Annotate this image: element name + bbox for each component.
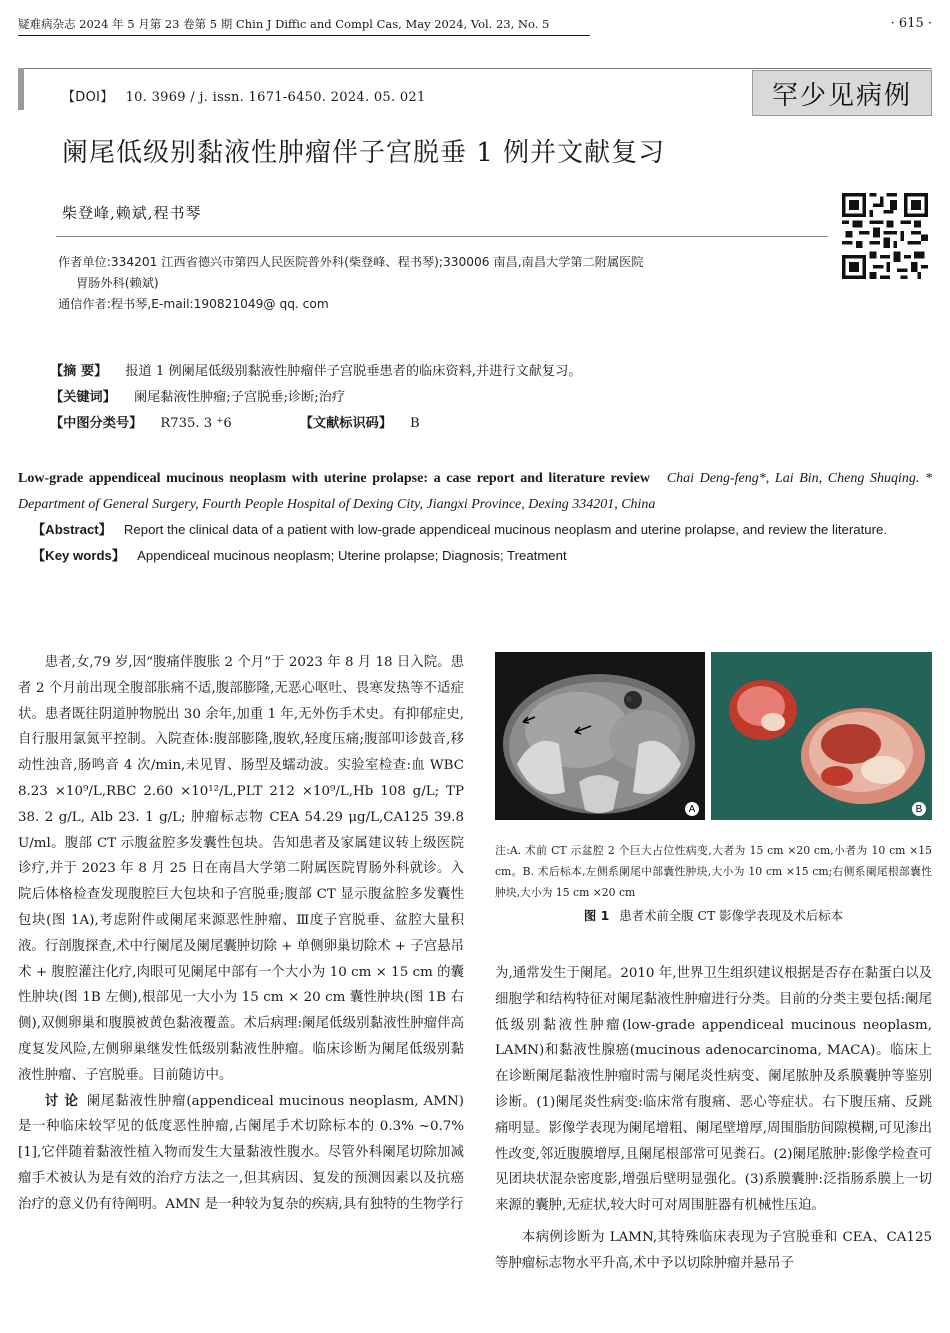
clc-label: 【中图分类号】 (50, 416, 143, 431)
abstract-text: 报道 1 例阑尾低级别黏液性肿瘤伴子宫脱垂患者的临床资料,并进行文献复习。 (125, 364, 582, 379)
body-left-column (18, 650, 464, 1218)
doc-code-text: B (410, 416, 420, 431)
abstract-label: 【摘 要】 (50, 364, 108, 379)
author-list: 柴登峰,赖斌,程书琴 (62, 204, 202, 222)
figure-label-a: A (685, 802, 699, 816)
affiliation-line-1: 作者单位:334201 江西省德兴市第四人民医院普外科(柴登峰、程书琴);330006 南昌,南昌大学第二附属医院 (58, 255, 644, 269)
page-number: · 615 · (890, 16, 932, 31)
en-address: Dexing 334201, China (528, 496, 656, 512)
article-title: 阑尾低级别黏液性肿瘤伴子宫脱垂 1 例并文献复习 (62, 138, 666, 168)
left-accent-bar (18, 68, 24, 110)
affiliation-rule (56, 236, 828, 237)
figure-1 (495, 652, 932, 820)
en-authors: Chai Deng-feng*, Lai Bin, Cheng Shuqing. * Department of General Surgery, Fourth People Hospital of Dexing City, Jiangxi Province, (18, 471, 932, 512)
top-rule (18, 68, 932, 69)
doc-code-label: 【文献标识码】 (299, 416, 393, 431)
running-header (18, 0, 932, 44)
clc-text: R735. 3 ⁺6 (160, 416, 232, 431)
figure-note: 注:A. 术前 CT 示盆腔 2 个巨大占位性病变,大者为 15 cm ×20 cm,小者为 10 cm ×15 cm。B. 术后标本,左侧系阑尾中部囊性肿块,大小为 10 cm ×15 cm;右侧系阑尾根部囊性肿块,大小为 15 cm ×20 cm (495, 844, 932, 899)
keywords-text: 阑尾黏液性肿瘤;子宫脱垂;诊断;治疗 (133, 390, 346, 405)
case-discussion-paragraph: 本病例诊断为 LAMN,其特殊临床表现为子宫脱垂和 CEA、CA125 等肿瘤标志物水平升高,术中予以切除肿瘤并悬吊子 (495, 1229, 932, 1271)
doi-label: 【DOI】 (62, 90, 114, 105)
surgical-specimen-image[interactable] (711, 652, 932, 820)
correspondence: 通信作者:程书琴,E-mail:190821049@ qq. com (58, 297, 329, 311)
figure-caption (495, 906, 932, 924)
english-abstract (18, 466, 932, 568)
figure-number: 图 1 (583, 908, 610, 923)
qr-code-icon[interactable] (842, 193, 928, 279)
en-keywords-label: 【Key words】 (32, 547, 126, 563)
keywords-label: 【关键词】 (50, 390, 116, 405)
figure-caption-text: 患者术前全腹 CT 影像学表现及术后标本 (619, 908, 844, 923)
affiliation-block (58, 252, 798, 315)
en-title: Low-grade appendiceal mucinous neoplasm with uterine prolapse: a case report and literature review (18, 471, 650, 486)
case-report-paragraph: 患者,女,79 岁,因“腹痛伴腹胀 2 个月”于 2023 年 8 月 18 日入院。患者 2 个月前出现全腹部胀痛不适,腹部膨隆,无恶心呕吐、畏寒发热等不适症状。患者既往阴道肿物脱出 30 余年,加重 1 年,无外伤手术史。有抑郁症史,自行服用氯氮平控制。入院查体:腹部膨隆,腹软,轻度压痛;腹部叩诊鼓音,移动性浊音,肠鸣音 4 次/min,未见胃、肠型及蠕动波。实验室检查:血 WBC 8.23 ×10⁹/L,RBC 2.60 ×10¹²/L,PLT 212 ×10⁹/L,Hb 108 g/L; TP 38. 2 g/L, Alb 23. 1 g/L; 肿瘤标志物 CEA 54.29 μg/L,CA125 39.8 U/ml。腹部 CT 示腹盆腔多发囊性包块。告知患者及家属建议转上级医院诊疗,并于 2023 年 8 月 25 日在南昌大学第二附属医院胃肠外科就诊。入院后体格检查发现腹腔巨大包块和子宫脱垂;腹部 CT 显示腹盆腔多发囊性包块(图 1A),考虑附件或阑尾来源恶性肿瘤、Ⅲ度子宫脱垂、盆腔大量积液。行剖腹探查,术中行阑尾及阑尾囊肿切除 + 单侧卵巢切除术 + 子宫悬吊术 + 腹腔灌注化疗,肉眼可见阑尾中部有一个大小为 10 cm × 15 cm 的囊性肿块(图 1B 左侧),根部见一大小为 15 cm × 20 cm 囊性肿块(图 1B 右侧),双侧卵巢和腹膜被黄色黏液覆盖。术后病理:阑尾低级别黏液性肿瘤伴高度复发风险,左侧卵巢继发性低级别黏液性肿瘤。临床诊断为阑尾低级别黏液性肿瘤、子宫脱垂。目前随访中。 (18, 655, 464, 1083)
discussion-continued-paragraph: 为,通常发生于阑尾。2010 年,世界卫生组织建议根据是否存在黏蛋白以及细胞学和结构特征对阑尾黏液性肿瘤进行分类。目前的分类主要包括:阑尾低级别黏液性肿瘤(low-grade appendiceal mucinous neoplasm, LAMN)和黏液性腺癌(mucinous adenocarcinoma, MACA)。临床上在诊断阑尾黏液性肿瘤时需与阑尾炎性病变、阑尾脓肿及系膜囊肿等鉴别诊断。(1)阑尾炎性病变:临床常有腹痛、恶心等症状。右下腹压痛、反跳痛明显。影像学表现为阑尾增粗、阑尾壁增厚,周围脂肪间隙模糊,可见渗出性改变,邻近腹膜增厚,且阑尾根部常可见粪石。(2)阑尾脓肿:影像学检查可见团块状混杂密度影,增强后壁明显强化。(3)系膜囊肿:泛指肠系膜上一切来源的囊肿,无症状,较大时可对周围脏器有机械性压迫。 (495, 966, 933, 1214)
doi-line (62, 86, 426, 105)
figure-label-b: B (912, 802, 926, 816)
discussion-heading: 讨 论 (44, 1093, 79, 1109)
en-abstract-text: Report the clinical data of a patient with low-grade appendiceal mucinous neoplasm and uterine prolapse, and review the literature. (123, 522, 888, 537)
journal-info: 疑难病杂志 2024 年 5 月第 23 卷第 5 期 Chin J Diffic and Compl Cas, May 2024, Vol. 23, No. 5 (18, 17, 550, 31)
body-right-column (495, 961, 932, 1277)
en-abstract-label: 【Abstract】 (32, 522, 112, 537)
chinese-abstract (50, 359, 910, 437)
doi-value[interactable]: 10. 3969 / j. issn. 1671-6450. 2024. 05. 021 (125, 90, 426, 105)
en-keywords-text: Appendiceal mucinous neoplasm; Uterine prolapse; Diagnosis; Treatment (137, 547, 567, 563)
ct-scan-image[interactable] (495, 652, 705, 820)
article-category-badge: 罕少见病例 (752, 70, 932, 116)
discussion-paragraph: 阑尾黏液性肿瘤(appendiceal mucinous neoplasm, AMN)是一种临床较罕见的低度恶性肿瘤,占阑尾手术切除标本的 0.3% ~0.7%[1],它伴随着黏液性植入物而发生大量黏液性腹水。尽管外科阑尾切除加减瘤手术被认为是有效的治疗方法之一,但其病因、复发的预测因素以及抗癌治疗的意义仍有待阐明。AMN 是一种较为复杂的疾病,具有独特的生物学行 (18, 1093, 464, 1212)
affiliation-line-2: 胃肠外科(赖斌) (76, 276, 159, 290)
